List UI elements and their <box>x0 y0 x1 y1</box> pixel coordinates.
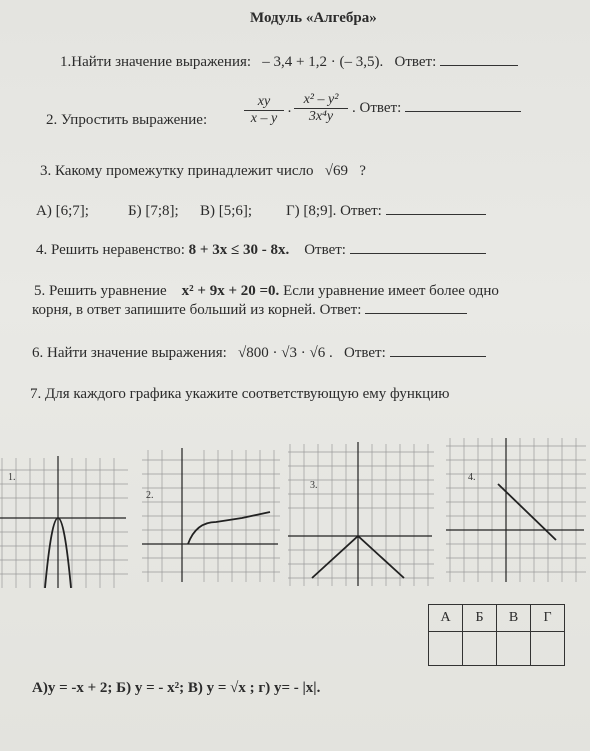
question-3 <box>40 163 366 180</box>
graph-4 <box>446 436 586 582</box>
q3-option-c: В) [5;6]; <box>200 203 253 219</box>
q7-text: 7. Для каждого графика укажите соответствующую ему функцию <box>30 386 450 402</box>
graph-4-grid <box>446 438 586 582</box>
q2-fraction-2-denominator: 3x⁴y <box>308 109 334 124</box>
q2-fraction-1 <box>244 94 284 127</box>
q2-fraction-2 <box>294 92 348 125</box>
q2-fraction-2-numerator: x² – y² <box>294 92 348 109</box>
q3-radical: √69 <box>324 163 348 179</box>
answer-cell-d[interactable] <box>531 632 565 666</box>
graph-3-grid <box>288 444 434 586</box>
graph-2-curve <box>188 512 270 544</box>
q2-text: 2. Упростить выражение: <box>46 112 208 128</box>
q2-fraction-1-denominator: x – y <box>250 111 278 126</box>
q6-expression: √800 · √3 · √6 . <box>238 345 333 361</box>
q3-option-d-label: Г) [8;9]. Ответ: <box>286 203 382 219</box>
q6-answer-label: Ответ: <box>343 345 386 361</box>
answer-cell-c[interactable] <box>497 632 531 666</box>
q2-answer-label: . Ответ: <box>352 100 402 116</box>
q4-text: 4. Решить неравенство: <box>36 242 185 258</box>
q5-line-2-text: корня, в ответ запишите больший из корней. Ответ: <box>32 302 362 318</box>
graph-1 <box>0 448 128 588</box>
graph-2-grid <box>142 450 280 582</box>
q3-question-mark: ? <box>359 163 366 179</box>
answer-table-header-c: В <box>497 605 531 632</box>
q4-expression: 8 + 3x ≤ 30 - 8x. <box>188 242 290 258</box>
q3-option-d <box>286 203 486 220</box>
question-5-line-2 <box>32 302 467 319</box>
q4-answer-line[interactable] <box>350 253 486 254</box>
q5-text: 5. Решить уравнение <box>34 283 167 299</box>
q3-answer-line[interactable] <box>386 214 486 215</box>
q1-answer-label: Ответ: <box>394 54 437 70</box>
q2-answer <box>352 100 521 117</box>
q1-expression: – 3,4 + 1,2 · (– 3,5). <box>262 54 384 70</box>
q3-option-a: А) [6;7]; <box>36 203 89 219</box>
page-title: Модуль «Алгебра» <box>250 10 377 26</box>
question-4 <box>36 242 486 259</box>
answer-table-header-b: Б <box>463 605 497 632</box>
question-1 <box>60 54 518 71</box>
q2-answer-line[interactable] <box>405 111 521 112</box>
q5-equation: x² + 9x + 20 =0. <box>181 283 280 299</box>
graph-3-label: 3. <box>310 480 318 491</box>
graph-3 <box>288 440 434 586</box>
graph-2-label: 2. <box>146 490 154 501</box>
q2-multiply-dot: · <box>287 104 292 120</box>
q5-answer-line[interactable] <box>365 313 467 314</box>
q3-option-b: Б) [7;8]; <box>128 203 179 219</box>
q4-answer-label: Ответ: <box>304 242 346 258</box>
graph-1-label: 1. <box>8 472 16 483</box>
answer-cell-a[interactable] <box>429 632 463 666</box>
question-6 <box>32 345 486 362</box>
question-5-line-1 <box>34 283 499 300</box>
q3-text: 3. Какому промежутку принадлежит число <box>40 163 314 179</box>
answer-table-header-a: А <box>429 605 463 632</box>
graph-4-curve <box>498 484 556 540</box>
q5-condition: Если уравнение имеет более одно <box>283 283 499 299</box>
q1-answer-line[interactable] <box>440 65 518 66</box>
graph-1-grid <box>0 458 128 588</box>
answer-cell-b[interactable] <box>463 632 497 666</box>
q6-text: 6. Найти значение выражения: <box>32 345 227 361</box>
functions-list: А)y = -x + 2; Б) y = - x²; В) y = √x ; г) y= - |x|. <box>32 680 321 696</box>
graph-4-label: 4. <box>468 472 476 483</box>
graph-2 <box>142 446 280 582</box>
q6-answer-line[interactable] <box>390 356 486 357</box>
q2-fraction-1-numerator: xy <box>244 94 284 111</box>
answer-table <box>428 604 565 666</box>
answer-table-header-d: Г <box>531 605 565 632</box>
q1-text: 1.Найти значение выражения: <box>60 54 252 70</box>
